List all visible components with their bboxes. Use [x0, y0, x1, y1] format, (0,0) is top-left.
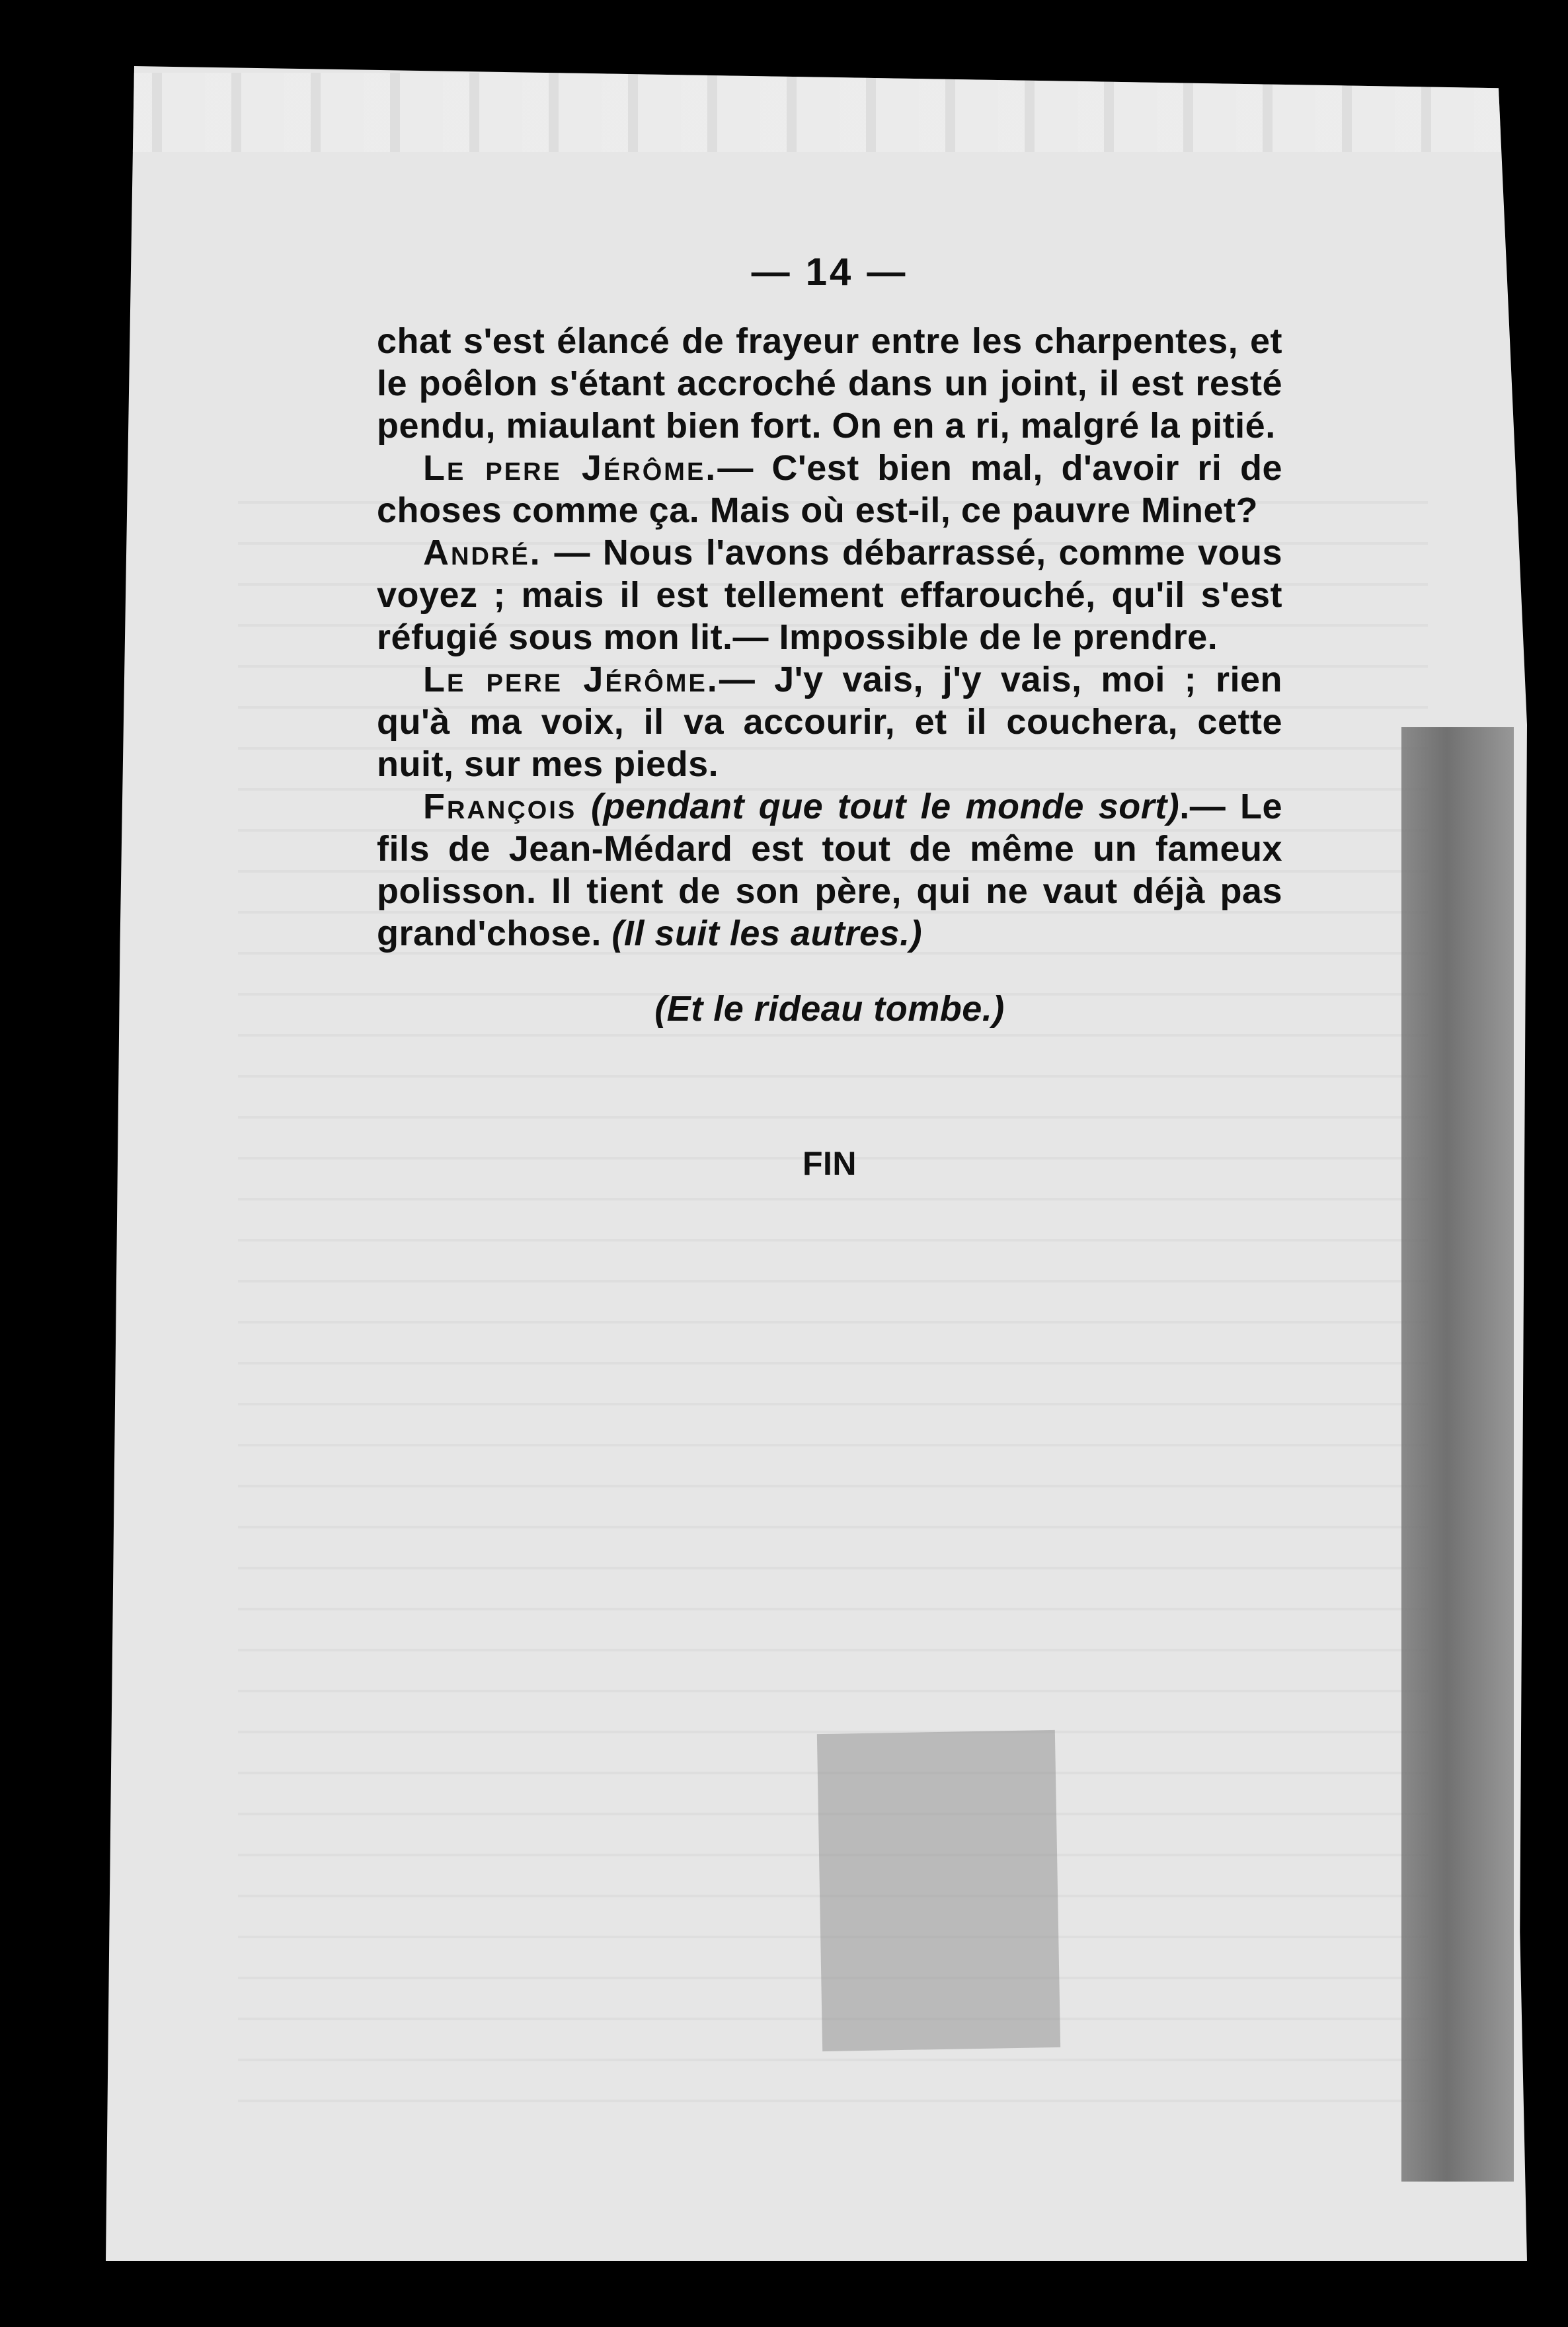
speaker-name: Le pere Jérôme.: [423, 448, 718, 488]
stage-direction-end: (Il suit les autres.): [611, 914, 923, 953]
paragraph-5: [377, 785, 1282, 955]
closing-direction: (Et le rideau tombe.): [654, 989, 1005, 1029]
stage-direction: (pendant que tout le monde sort): [590, 787, 1180, 826]
torn-edge: [126, 73, 1501, 152]
speaker-name: François: [423, 787, 577, 826]
speaker-name: Le pere Jérôme.: [423, 660, 719, 699]
dialogue-text: — C'est bien mal, d'avoir ri de choses comme ça. Mais où est-il, ce pauvre Minet?: [377, 448, 1283, 530]
speaker-name: André.: [423, 533, 542, 572]
pasted-paper-fragment: [817, 1730, 1060, 2051]
binding-shadow: [1401, 727, 1514, 2182]
paragraph-4: [377, 658, 1282, 785]
paragraph-2: [377, 447, 1282, 532]
dialogue-text: — Nous l'avons débarrassé, comme vous voyez ; mais il est tellement effarouché, qu'il s'est réfugié sous mon lit.— Impossible de le prendre.: [377, 533, 1282, 657]
fin-label: FIN: [802, 1145, 857, 1182]
dialogue-text: — J'y vais, j'y vais, moi ; rien qu'à ma voix, il va accourir, et il couchera, cette nuit, sur mes pieds.: [377, 660, 1282, 784]
paragraph-3: [377, 532, 1282, 658]
paragraph-1: chat s'est élancé de frayeur entre les charpentes, et le poêlon s'étant accroché dans un joint, il est resté pendu, miaulant bien fort. On en a ri, malgré la pitié.: [377, 321, 1282, 446]
page-number: — 14 —: [751, 251, 908, 294]
page-text: [377, 251, 1282, 1185]
dialogue-text: .— Le fils de Jean-Médard est tout de même un fameux polisson. Il tient de son père, qui ne vaut déjà pas grand'chose.: [377, 787, 1282, 953]
